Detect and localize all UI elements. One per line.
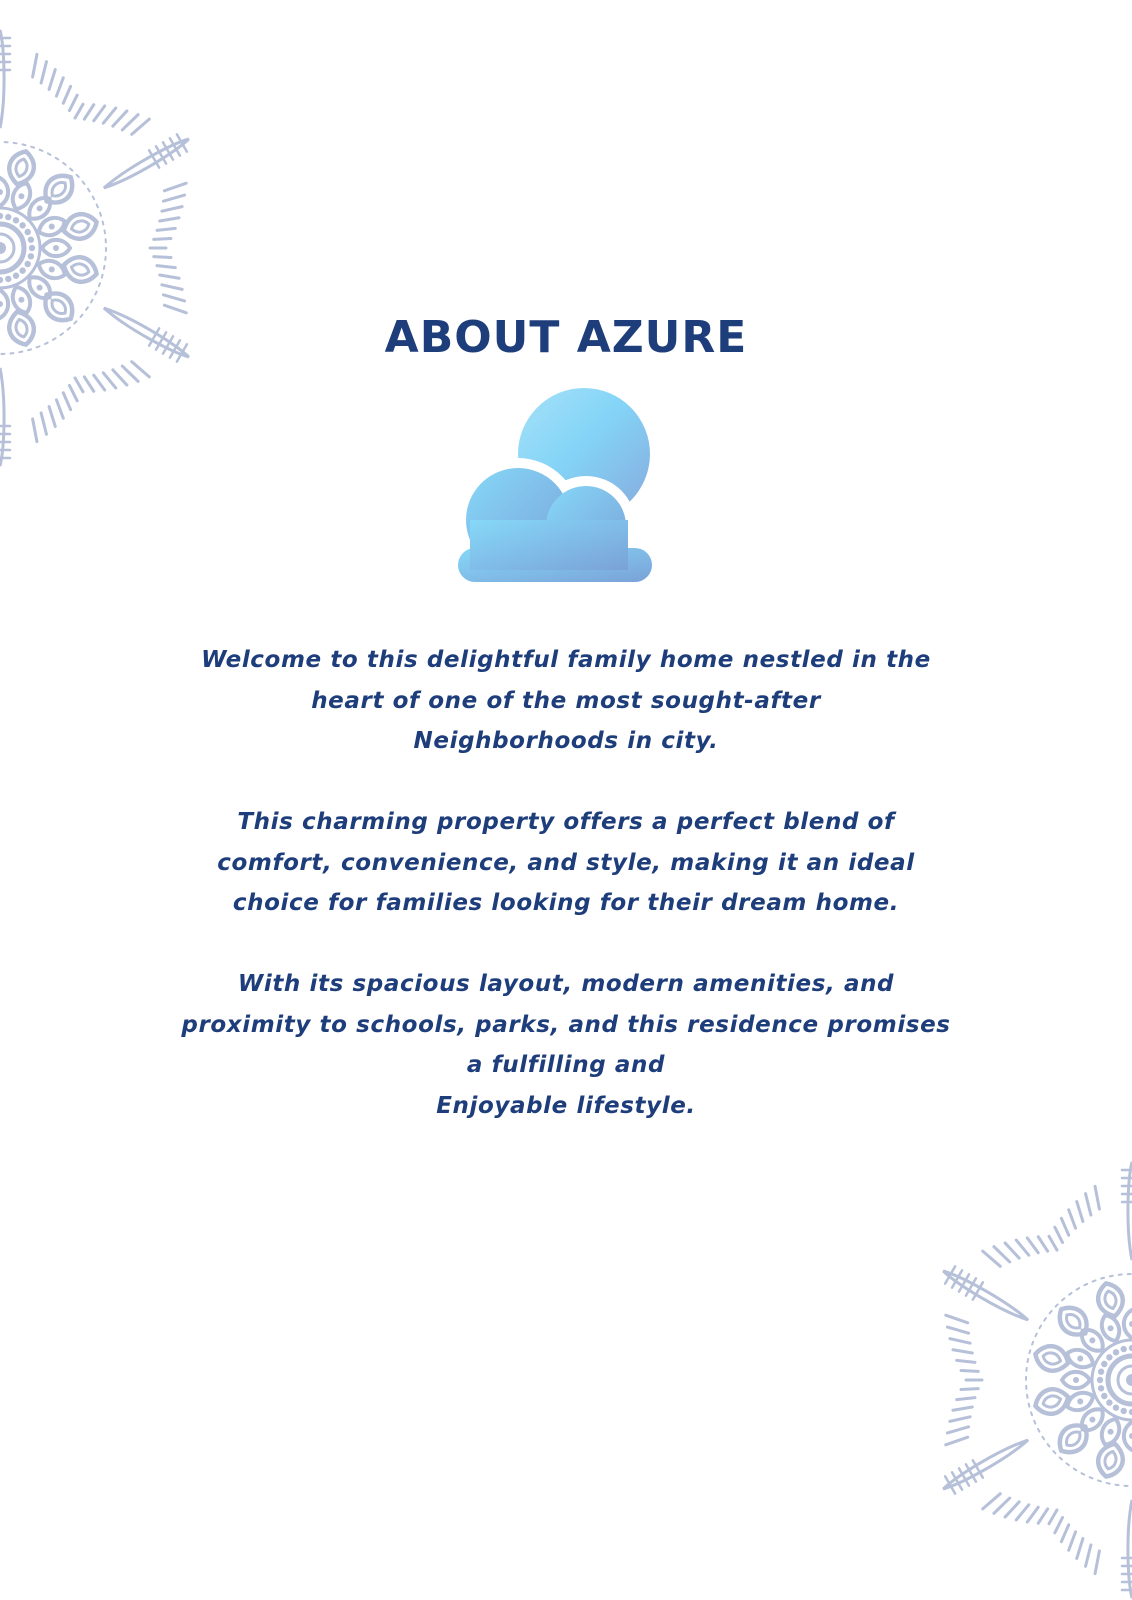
page-title: ABOUT AZURE <box>384 312 748 363</box>
description-paragraph <box>166 640 966 762</box>
description-line: heart of one of the most sought-after <box>311 687 821 714</box>
description-paragraph <box>166 964 966 1126</box>
description-line: a fulfilling and <box>466 1052 666 1078</box>
description-line: Welcome to this delightful family home nestled in the <box>201 647 931 673</box>
cloud-sun-icon <box>458 388 674 598</box>
description-line: comfort, convenience, and style, making it an ideal <box>217 849 915 876</box>
description-line: choice for families looking for their dream home. <box>232 890 900 916</box>
description-line: This charming property offers a perfect blend of <box>237 809 895 835</box>
about-description <box>166 640 966 1126</box>
description-line: Enjoyable lifestyle. <box>436 1092 696 1119</box>
mandala-ornament-icon <box>912 1160 1132 1600</box>
mandala-ornament-icon <box>0 28 220 468</box>
description-line: proximity to schools, parks, and this residence promises <box>181 1011 951 1038</box>
description-paragraph <box>166 802 966 924</box>
description-line: Neighborhoods in city. <box>413 728 719 754</box>
description-line: With its spacious layout, modern amenities, and <box>237 971 895 997</box>
